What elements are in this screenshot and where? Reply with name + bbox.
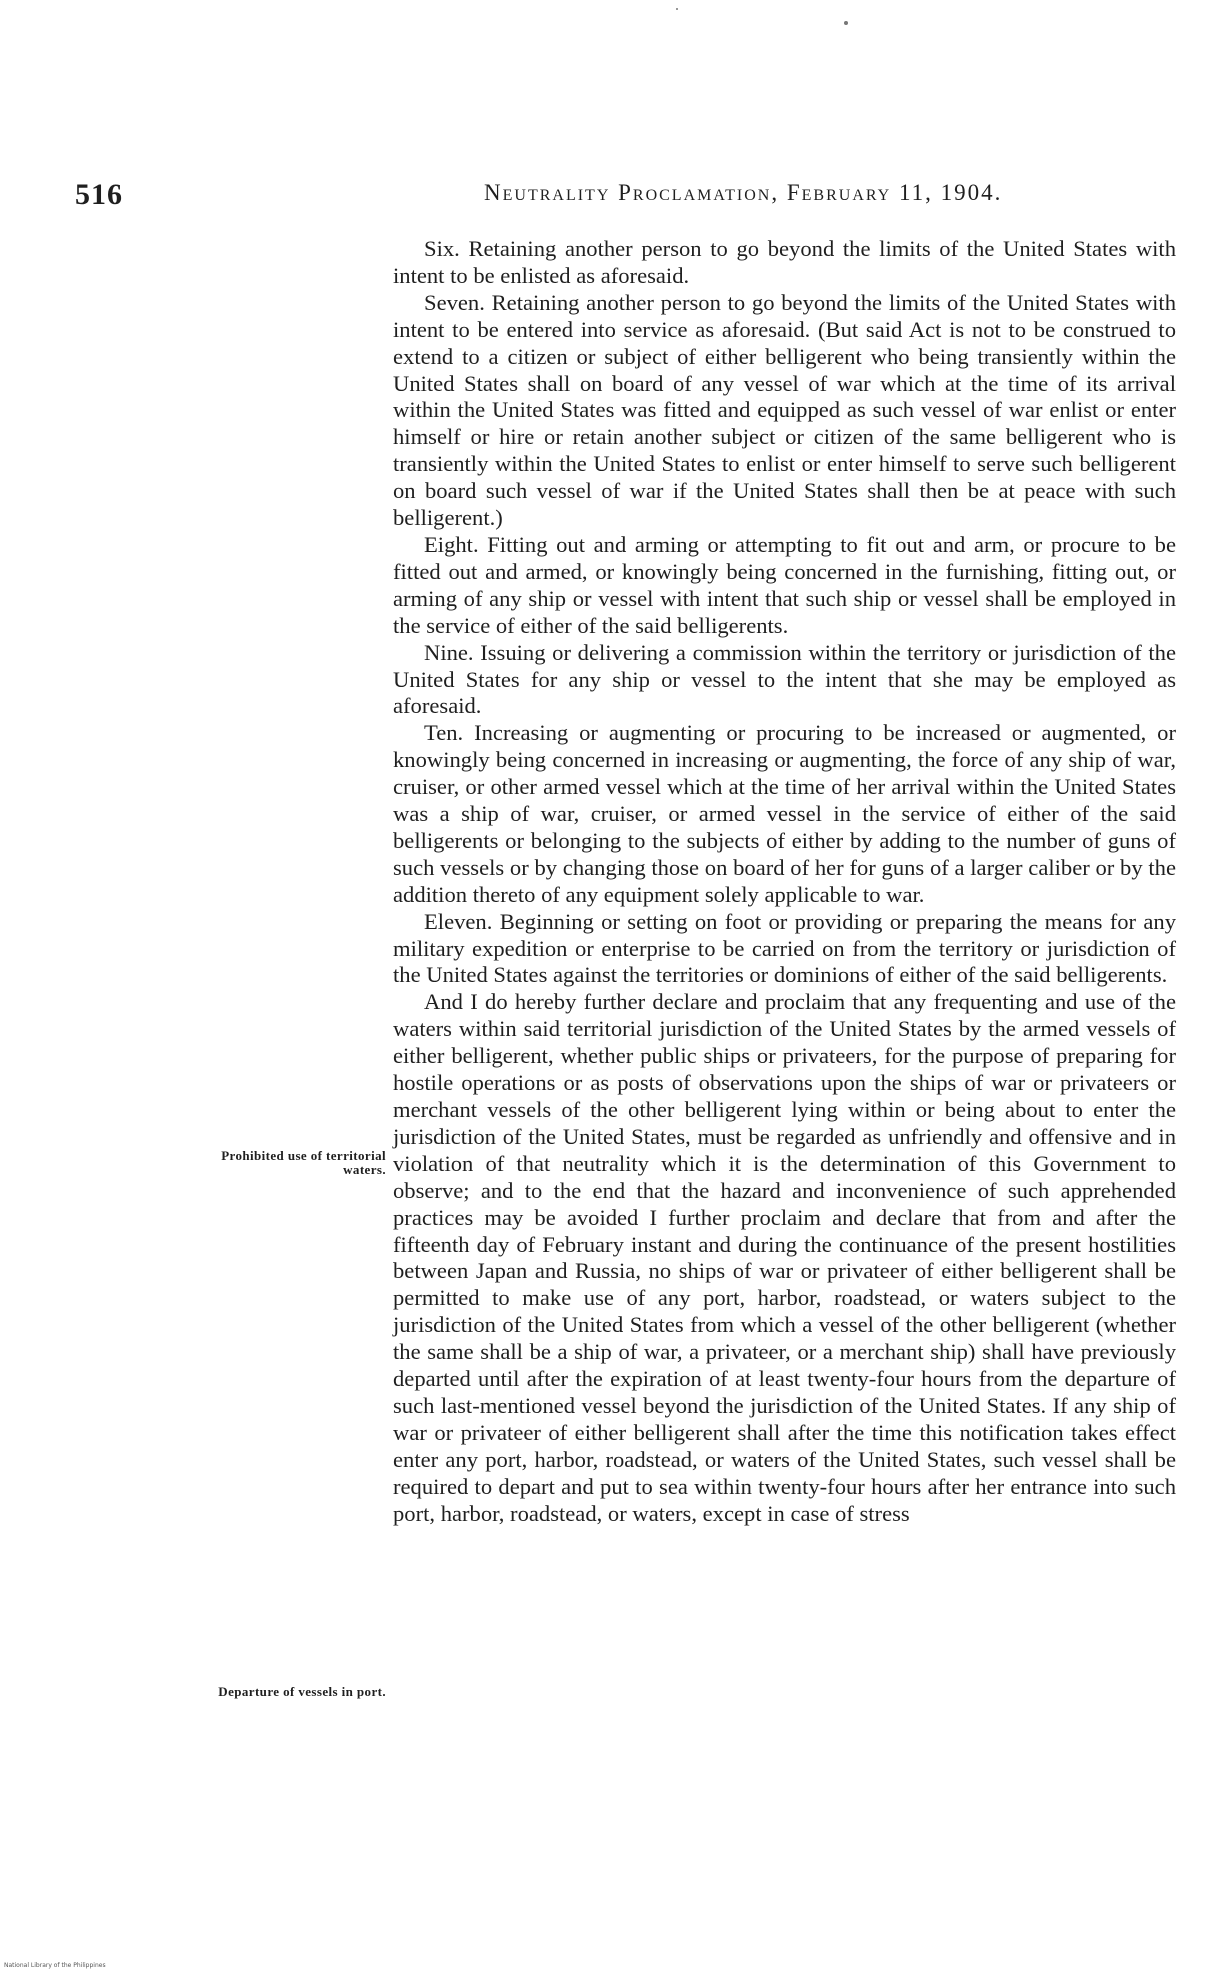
paragraph-seven: Seven. Retaining another person to go beyond the limits of the United States with intent to be entered into service as aforesaid. (But said Act is not to be construed to extend to a citizen or subject of either belligerent who being transiently within the United States shall on board of any vessel of war which at the time of its arrival within the United States was fitted and equipped as such vessel of war enlist or enter himself or hire or retain another subject or citizen of the same belligerent who is transiently within the United States to enlist or enter himself to serve such belligerent on board such vessel of war if the United States shall then be at peace with such belligerent.) [393,289,1176,531]
footer-stamp: National Library of the Philippines [4,1962,106,1969]
paragraph-territorial-waters: And I do hereby further declare and proclaim that any frequenting and use of the waters within said territorial jurisdiction of the United States by the armed vessels of either belligerent, whether public ships or privateers, for the purpose of preparing for hostile operations or as posts of observations upon the ships of war or privateers or merchant vessels of the other belligerent lying within or being about to enter the jurisdiction of the United States, must be regarded as unfriendly and offensive and in violation of that neutrality which it is the determination of this Government to observe; and to the end that the hazard and inconvenience of such apprehended practices may be avoided I further proclaim and declare that from and after the fifteenth day of February instant and during the continuance of the present hostilities between Japan and Russia, no ships of war or privateer of either belligerent shall be permitted to make use of any port, harbor, roadstead, or waters subject to the jurisdiction of the United States from which a vessel of the other belligerent (whether the same shall be a ship of war, a privateer, or a merchant ship) shall have previously departed until after the expiration of at least twenty-four hours from the departure of such last-mentioned vessel beyond the jurisdiction of the United States. If any ship of war or privateer of either belligerent shall after the time this notification takes effect enter any port, harbor, roadstead, or waters of the United States, such vessel shall be required to depart and put to sea within twenty-four hours after her entrance into such port, harbor, roadstead, or waters, except in case of stress [393,989,1176,1526]
paragraph-eleven: Eleven. Beginning or setting on foot or providing or preparing the means for any military expedition or enterprise to be carried on from the territory or jurisdiction of the United States against the territories or dominions of either of the said belligerents. [393,908,1176,988]
scan-speck [676,8,678,10]
paragraph-ten: Ten. Increasing or augmenting or procuring to be increased or augmented, or knowingly being concerned in increasing or augmenting, the force of any ship of war, cruiser, or other armed vessel which at the time of her arrival within the United States was a ship of war, cruiser, or armed vessel in the service of either of the said belligerents or belonging to the subjects of either by adding to the number of guns of such vessels or by changing those on board of her for guns of a larger caliber or by the addition thereto of any equipment solely applicable to war. [393,720,1176,907]
marginal-note-territorial-waters: Prohibited use of territorial waters. [221,1148,386,1177]
marginal-note-departure-of-vessels: Departure of vessels in port. [218,1684,386,1699]
paragraph-eight: Eight. Fitting out and arming or attempting to fit out and arm, or procure to be fitted out and armed, or knowingly being concerned in the furnishing, fitting out, or arming of any ship or vessel with intent that such ship or vessel shall be employed in the service of either of the said belligerents. [393,531,1176,638]
running-head: Neutrality Proclamation, February 11, 1904. [484,180,1003,205]
scan-speck [844,21,848,25]
page-number: 516 [75,178,123,211]
paragraph-nine: Nine. Issuing or delivering a commission within the territory or jurisdiction of the United States for any ship or vessel to the intent that she may be employed as aforesaid. [393,639,1176,719]
body-text [393,236,1176,1528]
paragraph-six: Six. Retaining another person to go beyond the limits of the United States with intent to be enlisted as aforesaid. [393,236,1176,288]
